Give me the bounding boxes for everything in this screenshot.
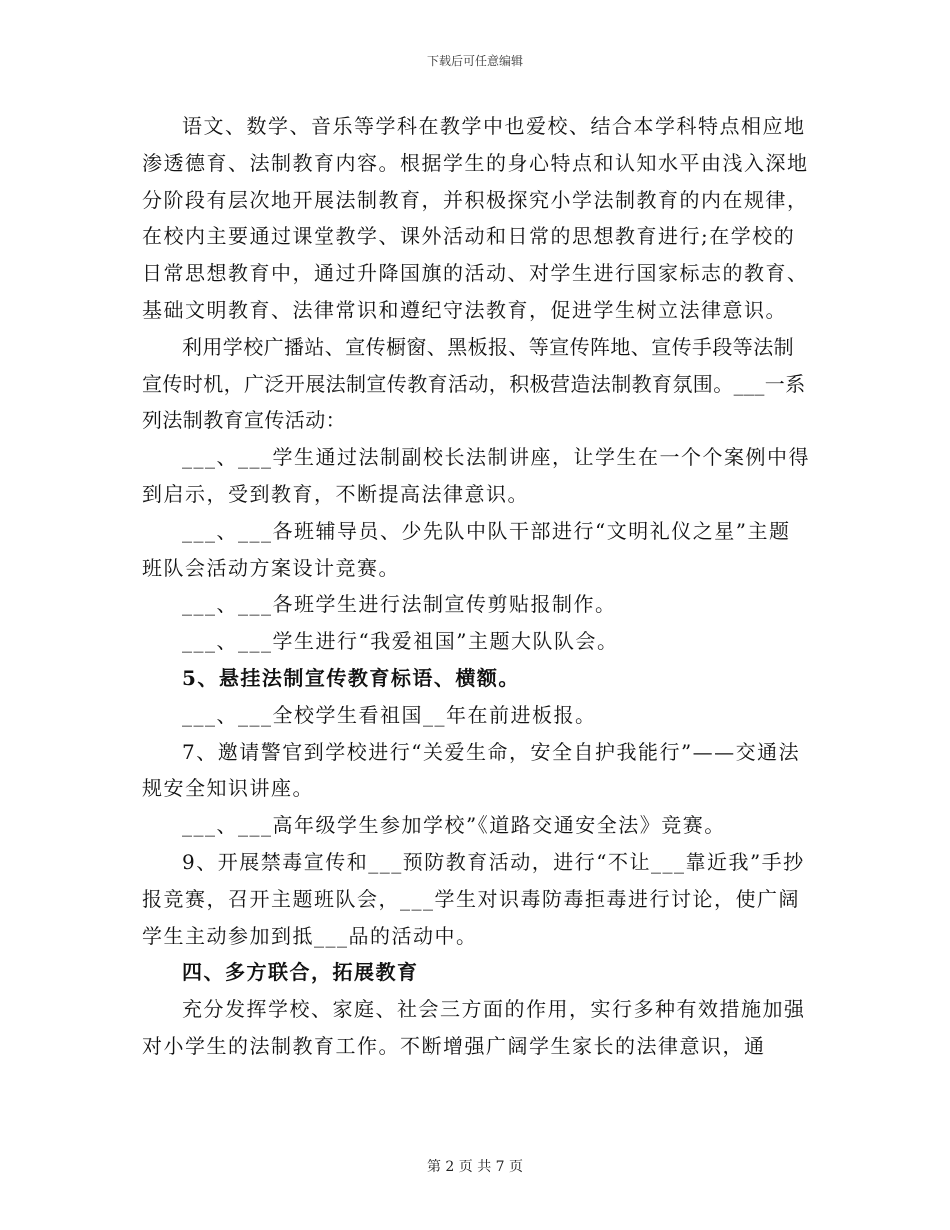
paragraph-activity-class-meeting: ___、___各班辅导员、少先队中队干部进行“文明礼仪之星”主题班队会活动方案设计竞赛。: [142, 518, 791, 580]
paragraph-subject-integration: 语文、数学、音乐等学科在教学中也爱校、结合本学科特点相应地渗透德育、法制教育内容。根据学生的身心特点和认知水平由浅入深地分阶段有层次地开展法制教育，并积极探究小学法制教育的内在规律，在校内主要通过课堂教学、课外活动和日常的思想教育进行;在学校的日常思想教育中，通过升降国旗的活动、对学生进行国家标志的教育、基础文明教育、法律常识和遵纪守法教育，促进学生树立法律意识。: [142, 114, 809, 322]
paragraph-activity-patriotism: ___、___学生进行“我爱祖国”主题大队队会。: [182, 629, 619, 654]
paragraph-anti-drug: 9、开展禁毒宣传和___预防教育活动，进行“不让___靠近我”手抄报竞赛，召开主题班队会，___学生对识毒防毒拒毒进行讨论，使广阔学生主动参加到抵___品的活动中。: [142, 849, 805, 948]
paragraph-traffic-lecture: 7、邀请警官到学校进行“关爱生命，安全自护我能行”——交通法规安全知识讲座。: [142, 739, 801, 801]
document-body: [142, 108, 810, 1065]
page-header: 下载后可任意编辑: [426, 54, 523, 68]
paragraph-publicity-channels: 利用学校广播站、宣传橱窗、黑板报、等宣传阵地、宣传手段等法制宣传时机，广泛开展法制宣传教育活动，积极营造法制教育氛围。___一系列法制教育宣传活动：: [142, 334, 806, 433]
section-heading-four: 四、多方联合，拓展教育: [182, 960, 419, 985]
page-footer: 第 2 页 共 7 页: [426, 1159, 524, 1175]
paragraph-blackboard: ___、___全校学生看祖国__年在前进板报。: [182, 702, 597, 727]
paragraph-cooperation: 充分发挥学校、家庭、社会三方面的作用，实行多种有效措施加强对小学生的法制教育工作。不断增强广阔学生家长的法律意识，通: [142, 997, 806, 1058]
paragraph-activity-lecture: ___、___学生通过法制副校长法制讲座，让学生在一个个案例中得到启示，受到教育，不断提高法律意识。: [142, 445, 810, 506]
paragraph-activity-clipping: ___、___各班学生进行法制宣传剪贴报制作。: [182, 592, 617, 617]
paragraph-slogans-heading: 5、悬挂法制宣传教育标语、横额。: [182, 665, 520, 690]
paragraph-traffic-contest: ___、___高年级学生参加学校”《道路交通安全法》竞赛。: [182, 813, 726, 838]
